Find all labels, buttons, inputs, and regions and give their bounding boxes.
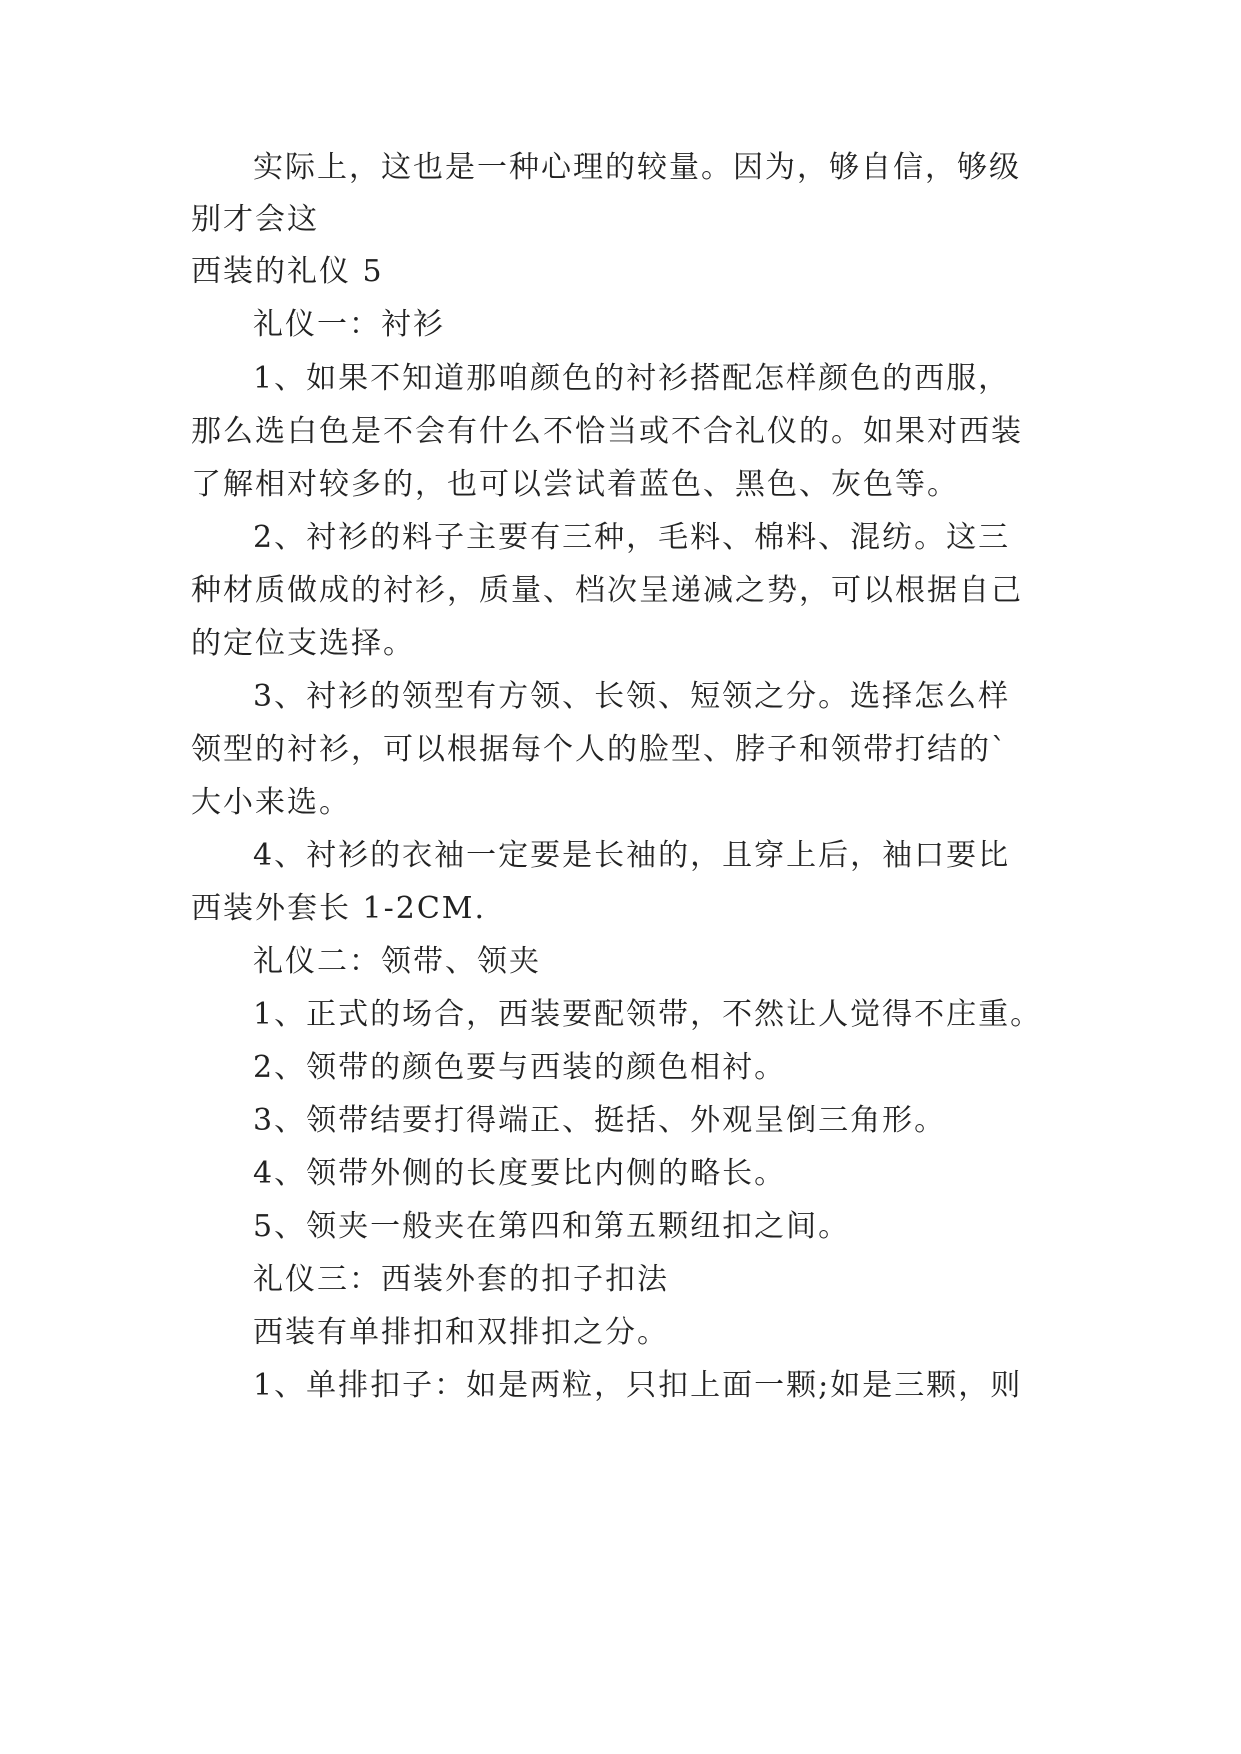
section-heading: 礼仪三：西装外套的扣子扣法 (253, 1262, 669, 1297)
text-line: 了解相对较多的，也可以尝试着蓝色、黑色、灰色等。 (191, 467, 959, 502)
text-line: 实际上，这也是一种心理的较量。因为，够自信，够级 (253, 150, 1021, 185)
text-line: 大小来选。 (191, 785, 351, 820)
text-line: 2、领带的颜色要与西装的颜色相衬。 (253, 1050, 787, 1085)
section-heading: 礼仪一：衬衫 (253, 307, 445, 342)
text-line: 领型的衬衫，可以根据每个人的脸型、脖子和领带打结的` (191, 732, 1008, 767)
text-line: 1、正式的场合，西装要配领带，不然让人觉得不庄重。 (253, 997, 1043, 1032)
text-line: 西装有单排扣和双排扣之分。 (253, 1315, 669, 1350)
text-line: 3、衬衫的领型有方领、长领、短领之分。选择怎么样 (253, 679, 1011, 714)
text-line: 别才会这 (191, 202, 319, 237)
text-line: 西装外套长 1-2CM. (191, 891, 487, 926)
text-line: 5、领夹一般夹在第四和第五颗纽扣之间。 (253, 1209, 851, 1244)
section-heading: 礼仪二：领带、领夹 (253, 944, 541, 979)
text-line: 的定位支选择。 (191, 626, 415, 661)
text-line: 3、领带结要打得端正、挺括、外观呈倒三角形。 (253, 1103, 947, 1138)
section-title: 西装的礼仪 5 (191, 254, 384, 289)
text-line: 种材质做成的衬衫，质量、档次呈递减之势，可以根据自己 (191, 573, 1023, 608)
text-line: 1、单排扣子：如是两粒，只扣上面一颗;如是三颗，则 (253, 1368, 1023, 1403)
text-line: 1、如果不知道那咱颜色的衬衫搭配怎样颜色的西服， (253, 361, 1011, 396)
text-line: 那么选白色是不会有什么不恰当或不合礼仪的。如果对西装 (191, 414, 1023, 449)
text-line: 2、衬衫的料子主要有三种，毛料、棉料、混纺。这三 (253, 520, 1011, 555)
text-line: 4、衬衫的衣袖一定要是长袖的，且穿上后，袖口要比 (253, 838, 1011, 873)
text-line: 4、领带外侧的长度要比内侧的略长。 (253, 1156, 787, 1191)
